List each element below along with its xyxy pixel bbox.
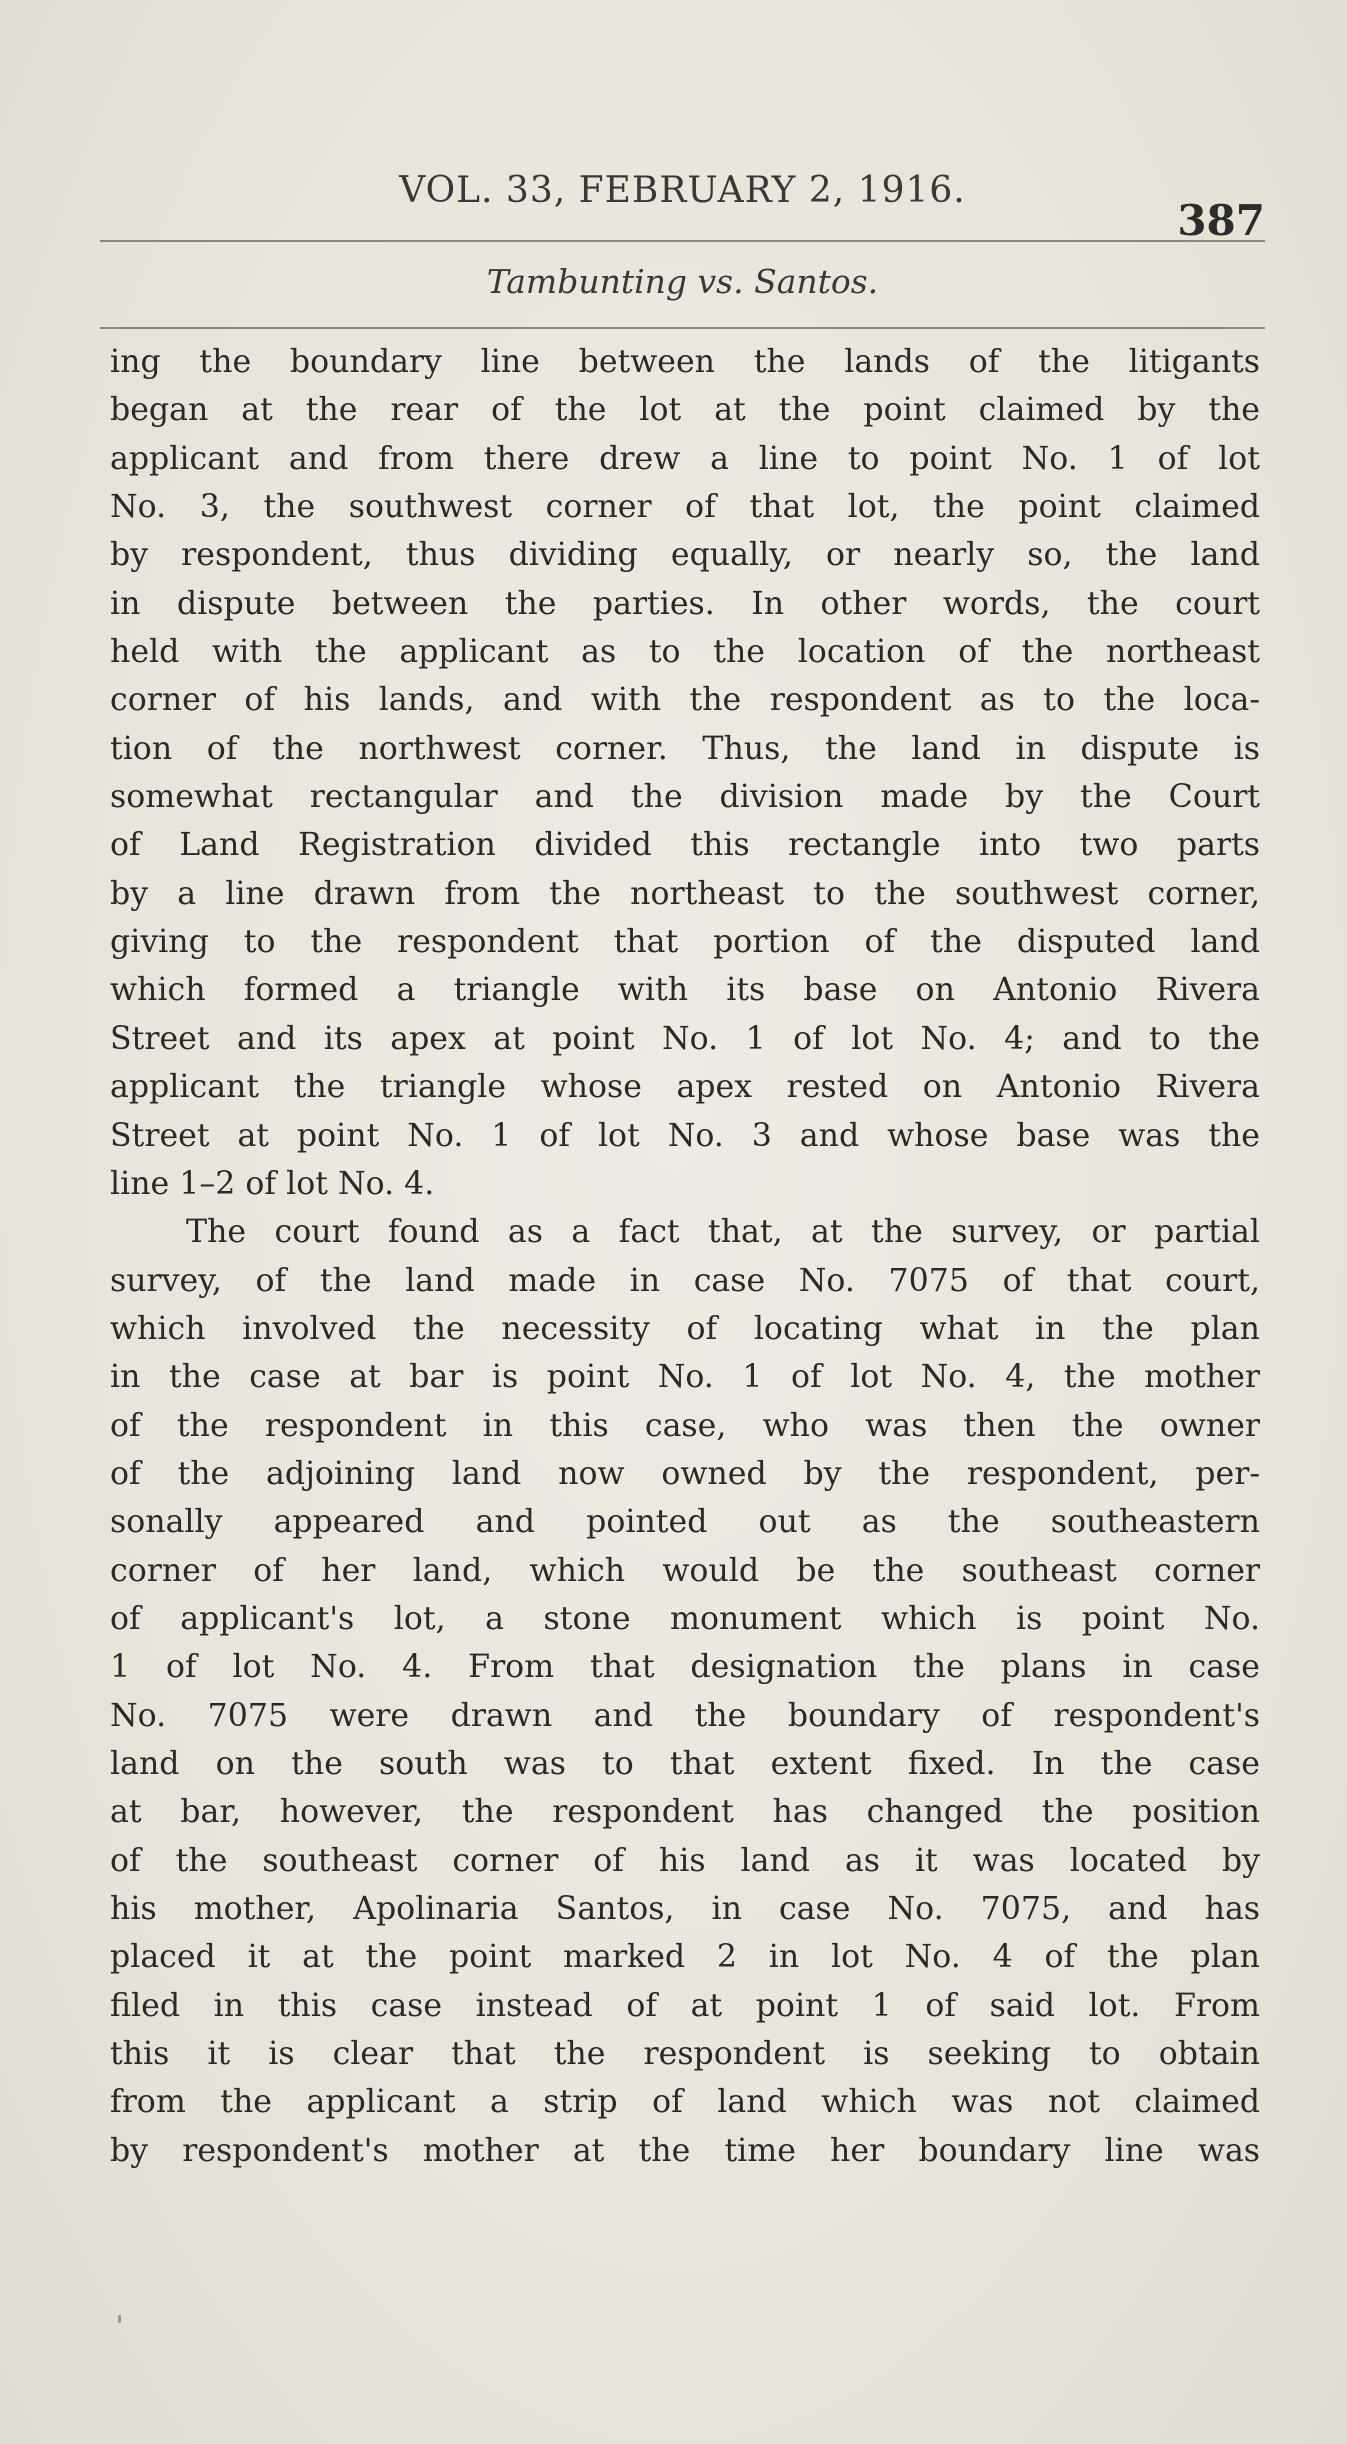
text-line: tion of the northwest corner. Thus, the land in dispute is: [110, 730, 1260, 767]
text-line: corner of her land, which would be the southeast corner: [110, 1552, 1260, 1589]
text-line: line 1–2 of lot No. 4.: [110, 1165, 435, 1202]
text-line: of applicant's lot, a stone monument which is point No.: [110, 1600, 1260, 1637]
case-title: Tambunting vs. Santos.: [486, 262, 879, 301]
text-line: placed it at the point marked 2 in lot No. 4 of the plan: [110, 1939, 1260, 1976]
text-line: held with the applicant as to the location of the northeast: [110, 634, 1260, 671]
text-line: applicant the triangle whose apex rested on Antonio Rivera: [110, 1069, 1260, 1106]
text-line: of the respondent in this case, who was then the owner: [110, 1407, 1260, 1444]
scan-speck: [118, 2315, 121, 2323]
page-number: 387: [1177, 196, 1265, 245]
text-line: No. 7075 were drawn and the boundary of respondent's: [110, 1697, 1260, 1734]
text-line: Street at point No. 1 of lot No. 3 and whose base was the: [110, 1117, 1260, 1154]
text-line: by respondent, thus dividing equally, or nearly so, the land: [110, 537, 1260, 574]
text-line: Street and its apex at point No. 1 of lot No. 4; and to the: [110, 1020, 1260, 1057]
running-head: [100, 170, 1265, 245]
header-rule-top: [100, 240, 1265, 242]
body-text: [110, 338, 1260, 2175]
text-line: in dispute between the parties. In other words, the court: [110, 585, 1260, 622]
text-line: from the applicant a strip of land which was not claimed: [110, 2084, 1260, 2121]
text-line: The court found as a fact that, at the survey, or partial: [186, 1214, 1260, 1251]
text-line: of the adjoining land now owned by the respondent, per-: [110, 1455, 1260, 1492]
header-rule-bottom: [100, 327, 1265, 329]
text-line: sonally appeared and pointed out as the southeastern: [110, 1504, 1260, 1541]
text-line: No. 3, the southwest corner of that lot, the point claimed: [110, 489, 1260, 526]
text-line: survey, of the land made in case No. 7075 of that court,: [110, 1262, 1260, 1299]
text-line: giving to the respondent that portion of the disputed land: [110, 924, 1260, 961]
text-line: applicant and from there drew a line to point No. 1 of lot: [110, 440, 1260, 477]
text-line: land on the south was to that extent fixed. In the case: [110, 1745, 1260, 1782]
text-line: which involved the necessity of locating what in the plan: [110, 1310, 1260, 1347]
text-line: ing the boundary line between the lands of the litigants: [110, 344, 1260, 380]
text-line: his mother, Apolinaria Santos, in case No. 7075, and has: [110, 1891, 1260, 1927]
paragraph-1: [110, 338, 1260, 1208]
text-line: 1 of lot No. 4. From that designation the plans in case: [110, 1649, 1260, 1686]
text-line: at bar, however, the respondent has changed the position: [110, 1794, 1260, 1831]
paragraph-2: [110, 1208, 1260, 2175]
text-line: corner of his lands, and with the respondent as to the loca-: [110, 682, 1260, 719]
text-line: this it is clear that the respondent is seeking to obtain: [110, 2036, 1260, 2073]
text-line: in the case at bar is point No. 1 of lot No. 4, the mother: [110, 1359, 1260, 1396]
text-line: by a line drawn from the northeast to the southwest corner,: [110, 875, 1260, 912]
text-line: of Land Registration divided this rectangle into two parts: [110, 827, 1260, 864]
text-line: filed in this case instead of at point 1 of said lot. From: [110, 1987, 1260, 2024]
text-line: by respondent's mother at the time her boundary line was: [110, 2132, 1260, 2169]
text-line: which formed a triangle with its base on Antonio Rivera: [110, 972, 1260, 1009]
text-line: somewhat rectangular and the division made by the Court: [110, 779, 1260, 816]
text-line: began at the rear of the lot at the point claimed by the: [110, 392, 1260, 429]
text-line: of the southeast corner of his land as it was located by: [110, 1842, 1260, 1879]
volume-date-line: VOL. 33, FEBRUARY 2, 1916.: [399, 170, 966, 211]
